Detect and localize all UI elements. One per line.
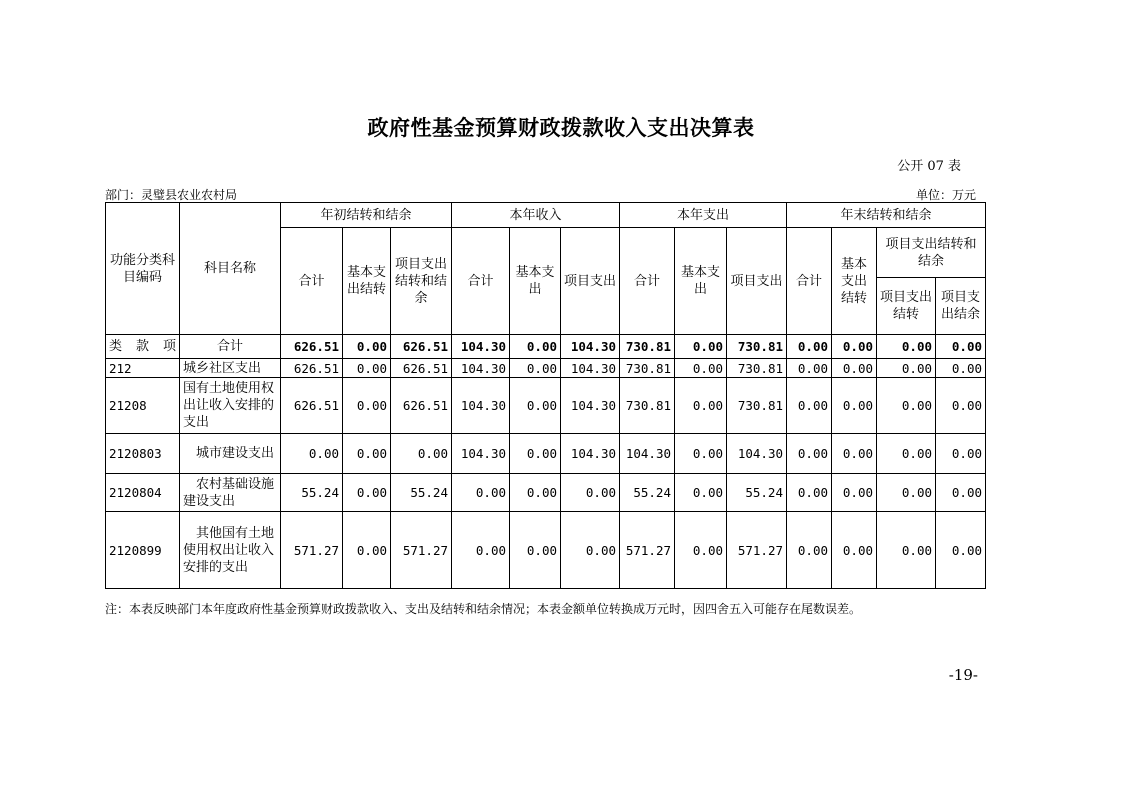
budget-table [105,202,986,589]
header-subject-name: 科目名称 [180,203,281,335]
footnote: 注：本表反映部门本年度政府性基金预算财政拨款收入、支出及结转和结余情况；本表金额单位转换成万元时，因四舍五入可能存在尾数误差。 [105,602,862,616]
cell: 0.00 [510,474,561,512]
header-closing-project-carry: 项目支出结转 [877,278,936,335]
cell: 0.00 [787,359,832,378]
cell: 730.81 [727,378,787,434]
header-opening-project: 项目支出结转和结余 [391,228,452,335]
cell: 571.27 [727,512,787,589]
class-section-item [106,335,180,359]
cell: 0.00 [510,434,561,474]
section-label: 款 [135,339,149,354]
table-row [106,359,986,378]
cell: 0.00 [877,359,936,378]
header-expense-total: 合计 [620,228,675,335]
cell: 0.00 [787,474,832,512]
page-title: 政府性基金预算财政拨款收入支出决算表 [367,115,755,140]
subject-name: 城乡社区支出 [180,359,281,378]
cell: 0.00 [832,474,877,512]
header-group-income: 本年收入 [452,203,620,228]
header-group-closing: 年末结转和结余 [787,203,986,228]
cell: 626.51 [281,378,343,434]
header-expense-project: 项目支出 [727,228,787,335]
cell: 730.81 [620,378,675,434]
header-closing-basic: 基本支出结转 [832,228,877,335]
cell: 0.00 [510,378,561,434]
cell: 0.00 [675,474,727,512]
cell: 0.00 [877,474,936,512]
header-opening-total: 合计 [281,228,343,335]
cell: 0.00 [510,335,561,359]
cell: 0.00 [343,434,391,474]
cell: 0.00 [787,512,832,589]
header-opening-basic: 基本支出结转 [343,228,391,335]
subject-name: 其他国有土地使用权出让收入安排的支出 [180,512,281,589]
cell: 0.00 [343,335,391,359]
subject-code: 2120899 [106,512,180,589]
cell: 0.00 [391,434,452,474]
cell: 104.30 [561,378,620,434]
cell: 0.00 [832,359,877,378]
table-row [106,434,986,474]
cell: 0.00 [936,359,986,378]
cell: 0.00 [832,378,877,434]
header-closing-project: 项目支出结转和结余 [877,228,986,278]
cell: 0.00 [832,434,877,474]
cell: 0.00 [675,434,727,474]
cell: 104.30 [452,378,510,434]
cell: 0.00 [787,335,832,359]
cell: 104.30 [561,434,620,474]
cell: 0.00 [877,335,936,359]
cell: 626.51 [391,335,452,359]
cell: 0.00 [787,434,832,474]
cell: 0.00 [675,359,727,378]
cell: 0.00 [510,359,561,378]
header-expense-basic: 基本支出 [675,228,727,335]
cell: 104.30 [561,335,620,359]
department-label: 部门：灵璧县农业农村局 [105,188,238,202]
cell: 0.00 [936,378,986,434]
cell: 0.00 [936,335,986,359]
cell: 55.24 [391,474,452,512]
cell: 730.81 [727,359,787,378]
header-income-total: 合计 [452,228,510,335]
table-row [106,378,986,434]
cell: 0.00 [877,434,936,474]
cell: 626.51 [391,359,452,378]
header-group-expense: 本年支出 [620,203,787,228]
cell: 104.30 [561,359,620,378]
table-row-total [106,335,986,359]
subject-name: 合计 [180,335,281,359]
header-closing-project-balance: 项目支出结余 [936,278,986,335]
cell: 0.00 [675,512,727,589]
item-label: 项 [162,339,176,354]
subject-name: 城市建设支出 [180,434,281,474]
header-income-basic: 基本支出 [510,228,561,335]
subject-code: 2120804 [106,474,180,512]
form-code: 公开 07 表 [897,159,961,174]
cell: 0.00 [936,512,986,589]
cell: 0.00 [510,512,561,589]
cell: 104.30 [727,434,787,474]
page-number: -19- [948,666,978,684]
header-income-project: 项目支出 [561,228,620,335]
cell: 0.00 [936,474,986,512]
cell: 104.30 [452,434,510,474]
cell: 104.30 [620,434,675,474]
header-func-code: 功能分类科目编码 [106,203,180,335]
cell: 0.00 [832,335,877,359]
cell: 0.00 [343,359,391,378]
cell: 571.27 [281,512,343,589]
cell: 0.00 [452,474,510,512]
cell: 730.81 [620,359,675,378]
cell: 0.00 [787,378,832,434]
subject-code: 21208 [106,378,180,434]
header-group-opening: 年初结转和结余 [281,203,452,228]
cell: 730.81 [620,335,675,359]
cell: 0.00 [877,512,936,589]
cell: 55.24 [727,474,787,512]
cell: 626.51 [281,359,343,378]
cell: 104.30 [452,359,510,378]
cell: 0.00 [343,378,391,434]
subject-code: 2120803 [106,434,180,474]
cell: 0.00 [561,512,620,589]
cell: 0.00 [343,474,391,512]
subject-name: 国有土地使用权出让收入安排的支出 [180,378,281,434]
cell: 0.00 [452,512,510,589]
subject-name: 农村基础设施建设支出 [180,474,281,512]
cell: 104.30 [452,335,510,359]
header-closing-total: 合计 [787,228,832,335]
cell: 0.00 [936,434,986,474]
cell: 0.00 [343,512,391,589]
cell: 0.00 [675,378,727,434]
cell: 55.24 [620,474,675,512]
table-row [106,512,986,589]
cell: 0.00 [281,434,343,474]
class-label: 类 [109,339,123,354]
cell: 0.00 [832,512,877,589]
cell: 0.00 [561,474,620,512]
cell: 626.51 [281,335,343,359]
cell: 730.81 [727,335,787,359]
subject-code: 212 [106,359,180,378]
cell: 571.27 [391,512,452,589]
cell: 571.27 [620,512,675,589]
cell: 55.24 [281,474,343,512]
table-row [106,474,986,512]
unit-label: 单位：万元 [915,188,976,202]
cell: 626.51 [391,378,452,434]
cell: 0.00 [877,378,936,434]
cell: 0.00 [675,335,727,359]
